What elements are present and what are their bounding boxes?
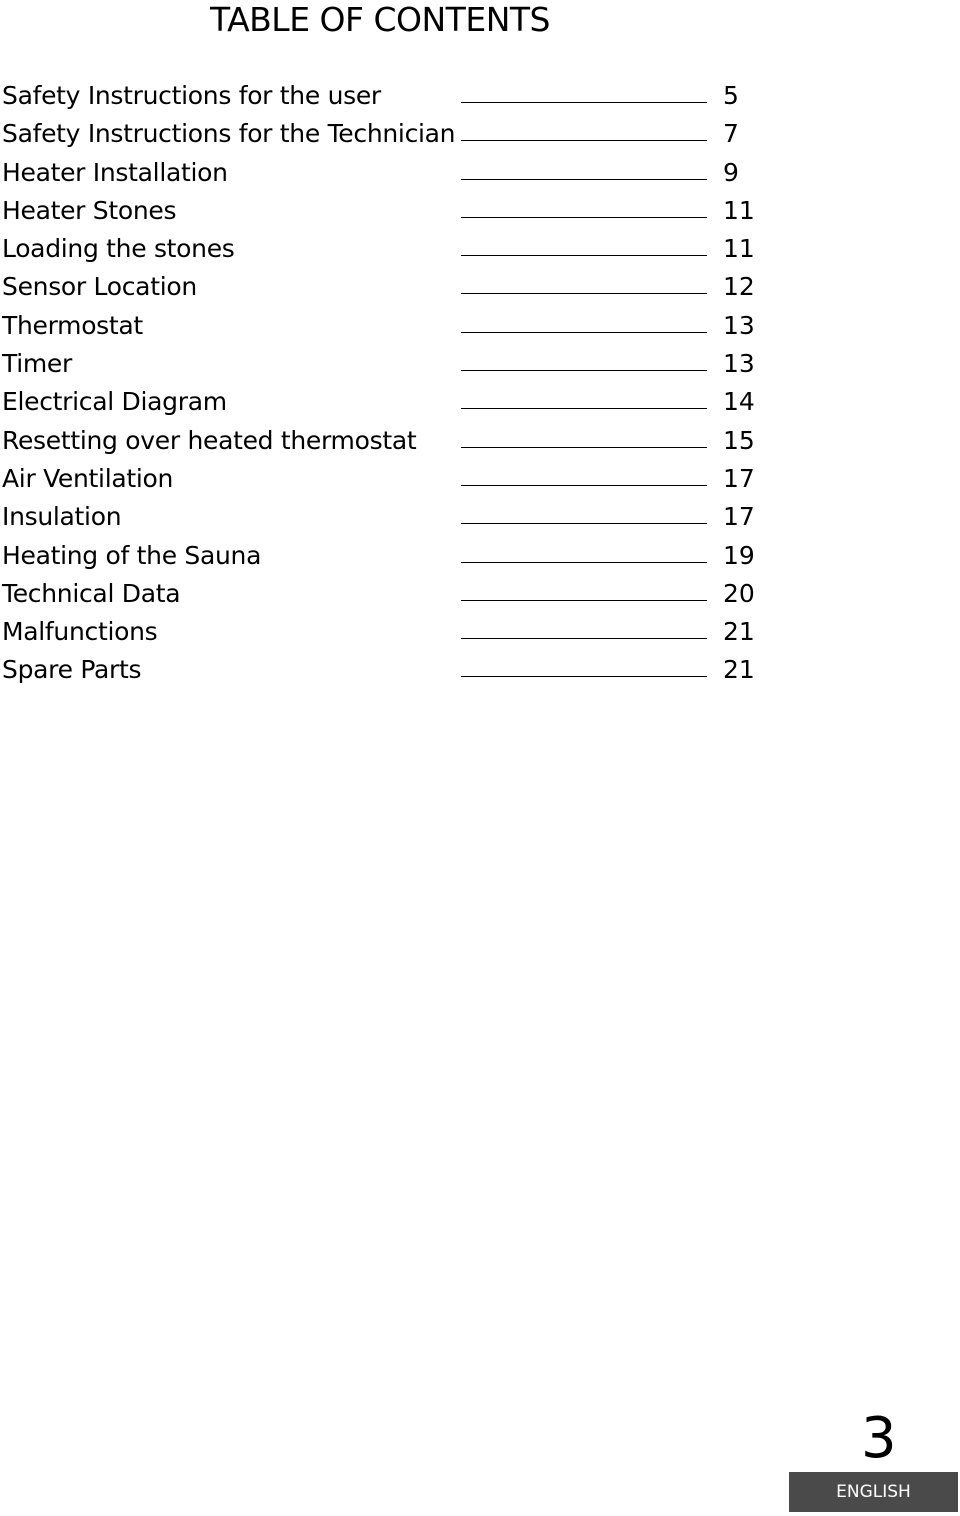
toc-entry-label: Heater Installation xyxy=(2,157,228,187)
toc-entry-label: Thermostat xyxy=(2,310,143,340)
toc-entry-label: Loading the stones xyxy=(2,234,235,264)
toc-leader-line xyxy=(461,523,707,524)
toc-entry-page: 11 xyxy=(723,195,755,225)
toc-leader-line xyxy=(461,102,707,103)
toc-entry-technical-data xyxy=(2,575,762,613)
toc-leader-line xyxy=(461,600,707,601)
toc-leader-line xyxy=(461,562,707,563)
toc-entry-page: 7 xyxy=(723,119,739,149)
toc-entry-insulation xyxy=(2,498,762,536)
toc-entry-heater-installation xyxy=(2,154,762,192)
language-tab xyxy=(789,1472,958,1512)
toc-entry-page: 13 xyxy=(723,349,755,379)
toc-entry-page: 21 xyxy=(723,655,755,685)
toc-entry-label: Malfunctions xyxy=(2,617,158,647)
toc-entry-page: 11 xyxy=(723,234,755,264)
toc-leader-line xyxy=(461,638,707,639)
toc-entry-label: Air Ventilation xyxy=(2,463,174,493)
toc-entry-page: 14 xyxy=(723,387,755,417)
toc-entry-label: Heating of the Sauna xyxy=(2,540,262,570)
toc-leader-line xyxy=(461,370,707,371)
toc-entry-label: Safety Instructions for the Technician xyxy=(2,119,456,149)
toc-leader-line xyxy=(461,293,707,294)
toc-entry-page: 19 xyxy=(723,540,755,570)
toc-leader-line xyxy=(461,140,707,141)
toc-entry-label: Heater Stones xyxy=(2,195,177,225)
toc-entry-heating-sauna xyxy=(2,537,762,575)
page-number: 3 xyxy=(861,1406,897,1471)
toc-leader-line xyxy=(461,676,707,677)
toc-leader-line xyxy=(461,179,707,180)
toc-entry-resetting-thermostat xyxy=(2,422,762,460)
page-title: TABLE OF CONTENTS xyxy=(210,0,550,39)
toc-entry-label: Safety Instructions for the user xyxy=(2,81,381,110)
toc-entry-air-ventilation xyxy=(2,460,762,498)
toc-entry-label: Spare Parts xyxy=(2,655,142,685)
toc-entry-page: 12 xyxy=(723,272,755,302)
toc-entry-timer xyxy=(2,345,762,383)
toc-entry-page: 13 xyxy=(723,310,755,340)
toc-entry-thermostat xyxy=(2,307,762,345)
toc-leader-line xyxy=(461,332,707,333)
toc-entry-page: 15 xyxy=(723,425,755,455)
toc-entry-page: 21 xyxy=(723,617,755,647)
toc-entry-label: Technical Data xyxy=(2,578,181,608)
toc-entry-safety-technician xyxy=(2,115,762,153)
toc-entry-page: 5 xyxy=(723,81,739,110)
toc-entry-label: Sensor Location xyxy=(2,272,197,302)
toc-entry-malfunctions xyxy=(2,613,762,651)
toc-entry-sensor-location xyxy=(2,268,762,306)
toc-entry-spare-parts xyxy=(2,651,762,689)
toc-entry-label: Insulation xyxy=(2,502,122,532)
language-label: ENGLISH xyxy=(836,1482,911,1502)
toc-entry-page: 9 xyxy=(723,157,739,187)
toc-entry-label: Electrical Diagram xyxy=(2,387,227,417)
toc-entry-electrical-diagram xyxy=(2,383,762,421)
toc-leader-line xyxy=(461,485,707,486)
toc-leader-line xyxy=(461,217,707,218)
toc-leader-line xyxy=(461,408,707,409)
toc-entry-page: 17 xyxy=(723,502,755,532)
toc-entry-page: 20 xyxy=(723,578,755,608)
toc-entry-page: 17 xyxy=(723,463,755,493)
toc-entry-label: Resetting over heated thermostat xyxy=(2,425,417,455)
toc-entry-loading-stones xyxy=(2,230,762,268)
toc-entry-label: Timer xyxy=(2,349,72,379)
toc-entry-heater-stones xyxy=(2,192,762,230)
toc-leader-line xyxy=(461,255,707,256)
toc-leader-line xyxy=(461,447,707,448)
table-of-contents xyxy=(2,77,762,690)
toc-entry-safety-user xyxy=(2,77,762,115)
